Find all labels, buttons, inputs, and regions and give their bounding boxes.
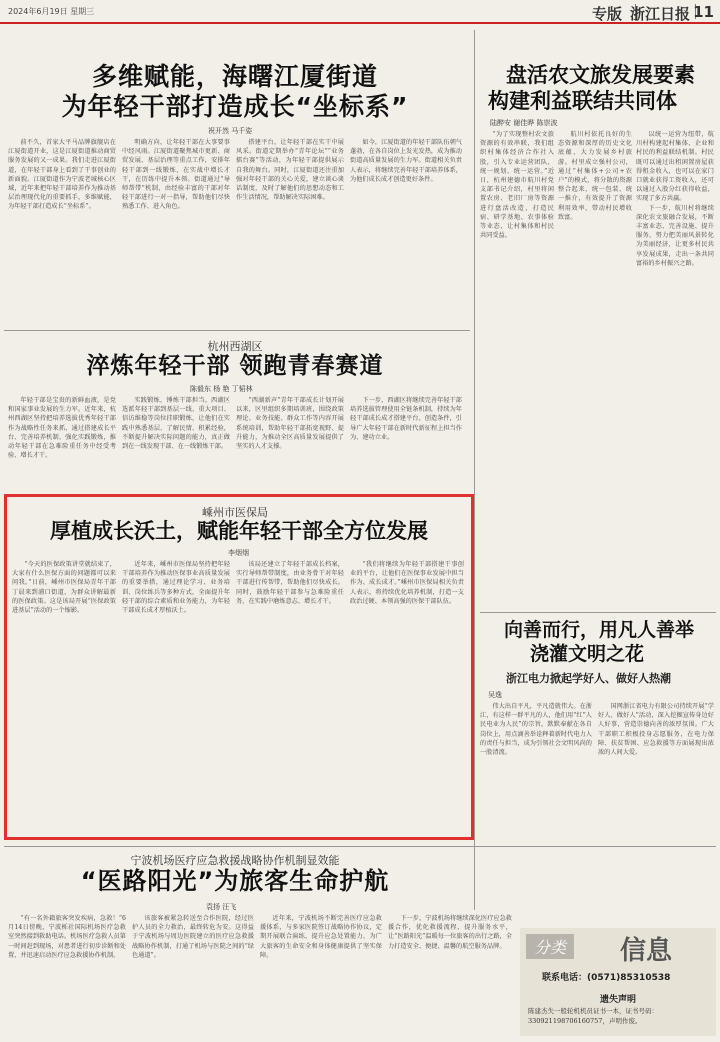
article5-column bbox=[480, 702, 592, 922]
headline-line: 为年轻干部打造成长“坐标系” bbox=[61, 92, 409, 121]
article2-column bbox=[636, 130, 714, 608]
article1-headline bbox=[20, 62, 450, 122]
section-divider bbox=[4, 330, 470, 331]
classified-ads bbox=[520, 928, 716, 1036]
headline-line: 盘活农文旅发展要素 bbox=[506, 63, 695, 87]
notice-title: 遗失声明 bbox=[599, 995, 636, 1005]
paragraph: 搭建平台，让年轻干部在实干中展风采。街道定期举办“青年论坛”“业务擂台赛”等活动，为年轻干部提供展示自我的舞台。同时，江厦街道还注重加强对年轻干部的关心关爱，建立谈心谈话制度，及时了解他们的思想动态和工作生活情况，帮助解决实际困难。 bbox=[236, 139, 344, 202]
article2-byline: 陆醉安 谢佳晔 陈崇波 bbox=[490, 119, 558, 127]
paragraph: 如今，江厦街道的年轻干部队伍朝气蓬勃，在各自岗位上发光发热，成为推动街道高质量发展的生力军。街道相关负责人表示，将继续完善年轻干部培养体系，为他们成长成才创造更好条件。 bbox=[350, 139, 462, 183]
article4-column bbox=[236, 560, 344, 834]
article2-column bbox=[558, 130, 632, 608]
article6-column bbox=[388, 914, 512, 1038]
headline-line: 浇灌文明之花 bbox=[530, 643, 645, 665]
paragraph: “西湖新声”青年干部成长计划开展以来，区里组织多期培训班，围绕政策理论、业务技能、群众工作等内容开展系统培训，帮助年轻干部拓宽视野、提升能力，为推动全区高质量发展提供了坚实的人才支撑。 bbox=[236, 397, 344, 451]
article4-column bbox=[12, 560, 116, 834]
article5-byline: 吴逸 bbox=[488, 691, 502, 699]
paragraph: 伟大出自平凡，平凡造就伟大。在浙江，有这样一群平凡的人，他们用“红”人民电业为人民”的宗旨，默默奉献在各自岗位上，用点滴善举诠释着新时代电力人的责任与担当，成为引领社会文明风尚的一股清流。 bbox=[480, 703, 592, 757]
paragraph: 航川村依托良好的生态资源和深厚的历史文化底蕴，大力发展乡村旅游。村里成立强村公司，通过“村集体+公司+农户”的模式，将分散的资源整合起来，统一包装、统一推介，有效提升了资源利用效率，带动村民增收致富。 bbox=[558, 131, 632, 221]
article3-kicker: 杭州西湖区 bbox=[207, 340, 263, 353]
article3-byline: 陈毅东 杨 艳 丁韬林 bbox=[190, 385, 253, 393]
paragraph: 该旅客被紧急转送至合作医院，经过医护人员的全力救治，最终转危为安。这得益于宁波机场与周边医院建立的医疗应急救援战略协作机制，打通了机场与医院之间的“绿色通道”。 bbox=[132, 915, 254, 959]
article4-column bbox=[350, 560, 464, 834]
paragraph: “今天的医保政策讲堂就结束了，大家有什么医保方面的问题都可以来问我。”日前，嵊州市医保局青年干部丁晨来到浦口街道，为群众讲解最新的医保政策。这是该局开展“医保政策进基层”活动的一个缩影。 bbox=[12, 561, 116, 615]
article4-headline: 厚植成长沃土，赋能年轻干部全方位发展 bbox=[50, 519, 428, 543]
article1-column bbox=[122, 138, 230, 326]
article1-column bbox=[350, 138, 462, 326]
paragraph: 近年来，嵊州市医保局坚持把年轻干部培养作为推动医保事业高质量发展的重要举措，通过理论学习、业务培训、岗位练兵等多种方式，全面提升年轻干部的综合素质和业务能力，为年轻干部成长成才厚植沃土。 bbox=[122, 561, 230, 615]
paragraph: “我们将继续为年轻干部搭建干事创业的平台，让他们在医保事业发展中担当作为、成长成才。”嵊州市医保局相关负责人表示，将持续优化培养机制，打造一支政治过硬、本领高强的医保干部队伍。 bbox=[350, 561, 464, 605]
paragraph: 下一步，航川村将继续深化农文旅融合发展，不断丰富业态、完善设施、提升服务，努力把美丽风景转化为美丽经济，让更多村民共享发展成果，走出一条共同富裕的乡村振兴之路。 bbox=[636, 204, 714, 267]
section-divider bbox=[480, 612, 716, 613]
headline-line: 构建利益联结共同体 bbox=[488, 89, 677, 113]
article6-column bbox=[132, 914, 254, 1038]
classified-tag: 分类 bbox=[526, 934, 574, 959]
article6-kicker: 宁波机场医疗应急救援战略协作机制显效能 bbox=[130, 854, 340, 867]
paragraph: 国网浙江省电力有限公司持续开展“学好人、做好人”活动，深入挖掘宣传身边好人好事，营造崇德向善的浓厚氛围。广大干部职工积极投身志愿服务，在电力保障、扶贫帮困、应急救援等方面展现出浓浓的人间大爱。 bbox=[598, 703, 714, 757]
paragraph: “有一名外籍旅客突发疾病，急救！”6月14日傍晚，宁波栎社国际机场医疗急救室突然接到救助电话。机场医疗急救人员第一时间赶到现场，对患者进行初步诊断和处置，并迅速启动医疗应急救援协作机制。 bbox=[8, 915, 126, 959]
article6-byline: 袁扬 汪飞 bbox=[206, 903, 237, 911]
paragraph: 下一步，西湖区将继续完善年轻干部培养选拔管理使用全链条机制，持续为年轻干部成长成才搭建平台、创造条件，引导广大年轻干部在新时代新征程上担当作为、建功立业。 bbox=[350, 397, 462, 441]
article1-byline: 祝开然 马千姿 bbox=[208, 127, 253, 135]
article6-column bbox=[260, 914, 382, 1038]
page-number: 11 bbox=[693, 3, 714, 21]
paragraph: 明确方向，让年轻干部在大事要事中经风雨。江厦街道聚焦城市更新、商贸发展、基层治理等重点工作，安排年轻干部到一线锻炼，在实战中增长才干，在历练中提升本领。街道通过“导师帮带”机制，由经验丰富的干部对年轻干部进行一对一指导，帮助他们尽快熟悉工作、进入角色。 bbox=[122, 139, 230, 211]
column-divider bbox=[474, 30, 475, 910]
paragraph: 前不久，首家大平马品牌旗舰店在江厦街道开业，这是江厦街道推动商贸服务发展的又一成果。我们走进江厦街道，在年轻干部身上看到了干事创业的新面貌。江厦街道作为宁波老城核心区域，近年来把年轻干部培养作为推动基层治理现代化的重要抓手，多维赋能，为年轻干部打造成长“坐标系”。 bbox=[8, 139, 116, 211]
article5-column bbox=[598, 702, 714, 922]
section-name: 专版 bbox=[591, 5, 622, 23]
article4-kicker: 嵊州市医保局 bbox=[202, 506, 268, 519]
article3-column bbox=[236, 396, 344, 490]
notice-body: 陈建杰失一般轮机机员证书一本，证书号码：330921198706160757，声明作废。 bbox=[528, 1007, 658, 1025]
article1-column bbox=[8, 138, 116, 326]
page-header bbox=[0, 0, 720, 24]
issue-date: 2024年6月19日 星期三 bbox=[8, 7, 95, 16]
article5-headline bbox=[480, 618, 716, 666]
article3-column bbox=[350, 396, 462, 490]
article3-headline: 淬炼年轻干部 领跑青春赛道 bbox=[86, 353, 384, 379]
article5-subhead: 浙江电力掀起学好人、做好人热潮 bbox=[506, 672, 671, 685]
paragraph: 该局还建立了年轻干部成长档案，实行导师帮带制度，由业务骨干对年轻干部进行传帮带，帮助他们尽快成长。同时，鼓励年轻干部参与急难险重任务，在实践中磨炼意志、增长才干。 bbox=[236, 561, 344, 605]
paragraph: 年轻干部是宝贵的新鲜血液，是党和国家事业发展的生力军。近年来，杭州西湖区坚持把培养选拔优秀年轻干部作为战略性任务来抓，通过搭建成长平台、完善培养机制、强化实践锻炼，推动年轻干部在急难险重任务中经受考验、增长才干。 bbox=[8, 397, 116, 460]
article4-column bbox=[122, 560, 230, 834]
article1-column bbox=[236, 138, 344, 326]
article6-column bbox=[8, 914, 126, 1038]
paragraph: “为了实现整村农文旅资源的有效串联，我们组织村集体经济合作社入股，引入专业运营团队，统一规划、统一运营。”近日，杭州建德市航川村党支部书记介绍，村里将闲置农房、老旧厂房等资源进行盘活改造，打造民宿、研学基地、农事体验等业态，让村集体和村民共同受益。 bbox=[480, 131, 554, 240]
article3-column bbox=[122, 396, 230, 490]
paragraph: 实践锻炼，锤炼干部担当。西湖区选派年轻干部到基层一线、重大项目、信访维稳等岗位挂职锻炼，让他们在实践中熟悉基层、了解民情、积累经验，不断提升解决实际问题的能力，真正做到在一线发现干部、在一线锻炼干部。 bbox=[122, 397, 230, 451]
article6-headline: “医路阳光”为旅客生命护航 bbox=[80, 867, 390, 895]
headline-line: 多维赋能，海曙江厦街道 bbox=[91, 62, 378, 91]
article2-column bbox=[480, 130, 554, 608]
headline-line: 向善而行，用凡人善举 bbox=[504, 619, 695, 641]
article4-byline: 李烟烟 bbox=[228, 549, 249, 557]
article3-column bbox=[8, 396, 116, 490]
article2-headline bbox=[480, 62, 716, 114]
paragraph: 下一步，宁波机场将继续深化医疗应急救援合作，优化救援流程，提升服务水平，让“医路阳光”温暖每一位旅客的出行之路，全力打造安全、便捷、温馨的航空服务品牌。 bbox=[388, 915, 512, 950]
newspaper-title: 浙江日报 bbox=[629, 5, 690, 23]
paragraph: 以统一运营为纽带，航川村构建起村集体、企业和村民的利益联结机制。村民既可以通过出租闲置房屋获得租金收入，也可以在家门口就业获得工资收入，还可以通过入股分红获得收益，实现了多方共赢。 bbox=[636, 131, 714, 203]
classified-title: 信息 bbox=[620, 936, 673, 966]
paragraph: 近年来，宁波机场不断完善医疗应急救援体系，与多家医院签订战略协作协议，定期开展联合演练，提升应急处置能力，为广大旅客的生命安全和身体健康提供了坚实保障。 bbox=[260, 915, 382, 959]
contact-phone: 联系电话：(0571)85310538 bbox=[542, 973, 671, 983]
